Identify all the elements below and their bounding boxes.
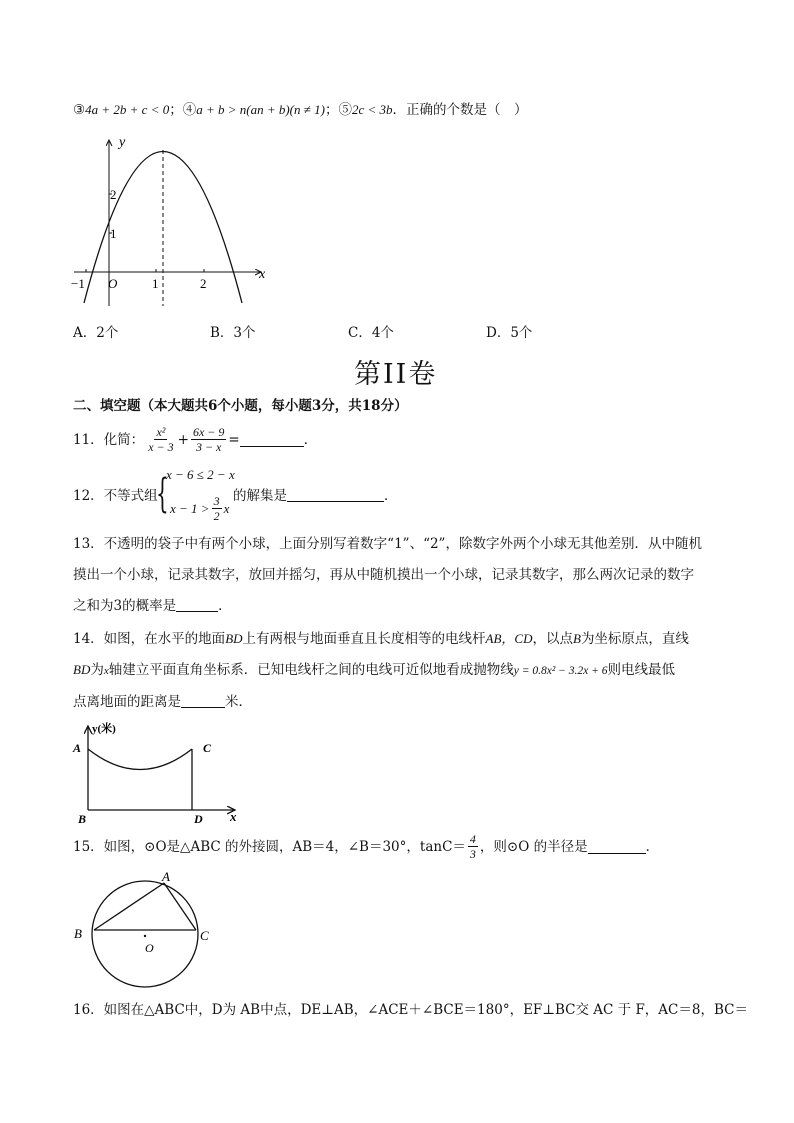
brace: { — [156, 471, 169, 517]
frac-denominator: 2 — [213, 509, 220, 523]
point-o: O — [145, 941, 154, 955]
question-15 — [73, 832, 659, 861]
text: 点离地面的距离是 — [73, 694, 181, 710]
question-tail: ．正确的个数是（ ） — [392, 102, 528, 118]
frac-numerator: 4 — [469, 832, 476, 846]
frac-denominator: x − 3 — [148, 440, 174, 454]
label-b: B — [572, 631, 581, 646]
equals-sign: = — [228, 431, 240, 448]
ineq2-left: x − 1 > — [170, 500, 210, 516]
period: ． — [303, 431, 318, 448]
text: 14．如图，在水平的地面 — [73, 631, 226, 647]
q15-text-a: 15．如图，⊙O是△ABC 的外接圆，AB＝4，∠B＝30°，tanC＝ — [73, 838, 466, 855]
text: 则电线最低 — [607, 662, 676, 678]
point-b: B — [74, 926, 82, 941]
point-a: A — [162, 869, 170, 884]
separator: ； — [169, 102, 183, 118]
point-d: D — [194, 812, 203, 825]
q12-label: 12．不等式组 — [73, 488, 158, 504]
tick-label-1: 1 — [152, 276, 159, 291]
tick-label-2: 2 — [200, 276, 207, 291]
choice-c: C．4个 — [348, 325, 394, 341]
q11-frac1 — [146, 425, 175, 454]
period: ． — [384, 488, 398, 504]
q14-line1 — [73, 629, 689, 649]
text: 上有两根与地面垂直且长度相等的电线杆 — [242, 631, 486, 647]
choice-d: D．5个 — [486, 325, 533, 341]
text: 为 — [90, 662, 104, 678]
choice-a: A．2个 — [73, 325, 119, 341]
text: 为坐标原点，直线 — [580, 631, 689, 647]
q12-frac — [212, 494, 222, 523]
parabola-formula: y = 0.8x² − 3.2x + 6 — [513, 665, 608, 677]
q14-line2 — [73, 660, 675, 681]
frac-numerator: 3 — [213, 494, 220, 508]
label-bd: BD — [73, 662, 91, 677]
frac-denominator: 3 − x — [195, 440, 222, 454]
separator: ； — [324, 102, 339, 118]
label-x: x — [103, 665, 109, 677]
period: ． — [218, 598, 232, 614]
question-16: 16．如图在△ABC中，D为 AB中点，DE⊥AB，∠ACE＋∠BCE＝180°，EF⊥BC交 AC 于 F，AC＝8，BC＝ — [73, 1002, 748, 1018]
opt5-expr: 2c < 3b — [351, 102, 393, 117]
opt3-expr: 4a + 2b + c < 0 — [85, 102, 170, 117]
point-b: B — [78, 812, 87, 825]
answer-blank[interactable] — [240, 432, 304, 447]
point-a: A — [73, 741, 82, 755]
answer-blank[interactable] — [181, 693, 225, 708]
q10-options-line — [73, 100, 528, 120]
origin-label: O — [108, 276, 118, 291]
frac-numerator: 6x − 9 — [192, 425, 225, 439]
choice-b: B．3个 — [210, 325, 256, 341]
circled-4: ④ — [182, 102, 197, 118]
q15-frac — [468, 832, 478, 861]
segment-ac — [164, 883, 196, 930]
opt4-expr: a + b > n(an + b)(n ≠ 1) — [196, 102, 325, 117]
tick-label-y2: 2 — [110, 187, 117, 202]
q13-line1: 13．不透明的袋子中有两个小球，上面分别写着数字“1”、“2”，除数字外两个小球无其他差别．从中随机 — [73, 536, 702, 552]
label-bd: BD — [225, 631, 243, 646]
answer-blank[interactable] — [588, 839, 646, 854]
question-11 — [73, 425, 317, 454]
frac-denominator: 3 — [469, 847, 476, 861]
circled-3: ③ — [73, 102, 86, 118]
text: ，以点 — [532, 631, 573, 647]
text: 轴建立平面直角坐标系．已知电线杆之间的电线可近似地看成抛物线 — [108, 662, 514, 678]
x-label: x — [230, 809, 237, 824]
circle-o — [92, 881, 198, 987]
tick-label-y1: 1 — [110, 226, 117, 241]
ineq2-right: x — [223, 500, 230, 516]
q12-tail-line — [233, 486, 398, 506]
text: 米． — [225, 694, 252, 710]
q12-tail: 的解集是 — [233, 488, 287, 504]
center-dot — [144, 935, 146, 937]
q14-line3 — [73, 692, 252, 712]
period: ． — [645, 838, 660, 855]
point-c: C — [203, 741, 212, 755]
q11-label: 11．化简： — [73, 431, 145, 448]
q15-text-b: ，则⊙O 的半径是 — [479, 838, 588, 855]
label-ab-cd: AB，CD — [485, 631, 533, 646]
parabola-graph — [66, 128, 276, 308]
plus-sign: + — [177, 431, 189, 448]
q13-line3-wrap — [73, 596, 232, 616]
circled-5: ⑤ — [338, 102, 352, 118]
y-label: y(米) — [92, 723, 116, 735]
point-c: C — [200, 928, 209, 943]
x-label: x — [259, 267, 266, 282]
circumcircle-figure — [68, 868, 228, 996]
q12-ineq1: x − 6 ≤ 2 − x — [166, 467, 235, 482]
q11-frac2 — [191, 425, 226, 454]
y-label: y — [119, 135, 126, 150]
q13-line2: 摸出一个小球，记录其数字，放回并摇匀，再从中随机摸出一个小球，记录其数字，那么两次记录的数字 — [73, 567, 694, 583]
section-header: 二、填空题（本大题共6个小题，每小题3分，共18分） — [73, 398, 408, 414]
frac-numerator: x² — [156, 425, 166, 439]
section-title: 第II卷 — [354, 359, 438, 390]
q13-line3: 之和为3的概率是 — [73, 598, 177, 614]
power-line-figure — [70, 720, 250, 825]
wire-curve — [88, 749, 192, 770]
segment-ba — [94, 883, 164, 930]
tick-label-neg1: −1 — [71, 276, 85, 291]
answer-blank[interactable] — [287, 487, 384, 502]
answer-blank[interactable] — [176, 597, 218, 612]
q12-ineq2 — [170, 494, 229, 523]
